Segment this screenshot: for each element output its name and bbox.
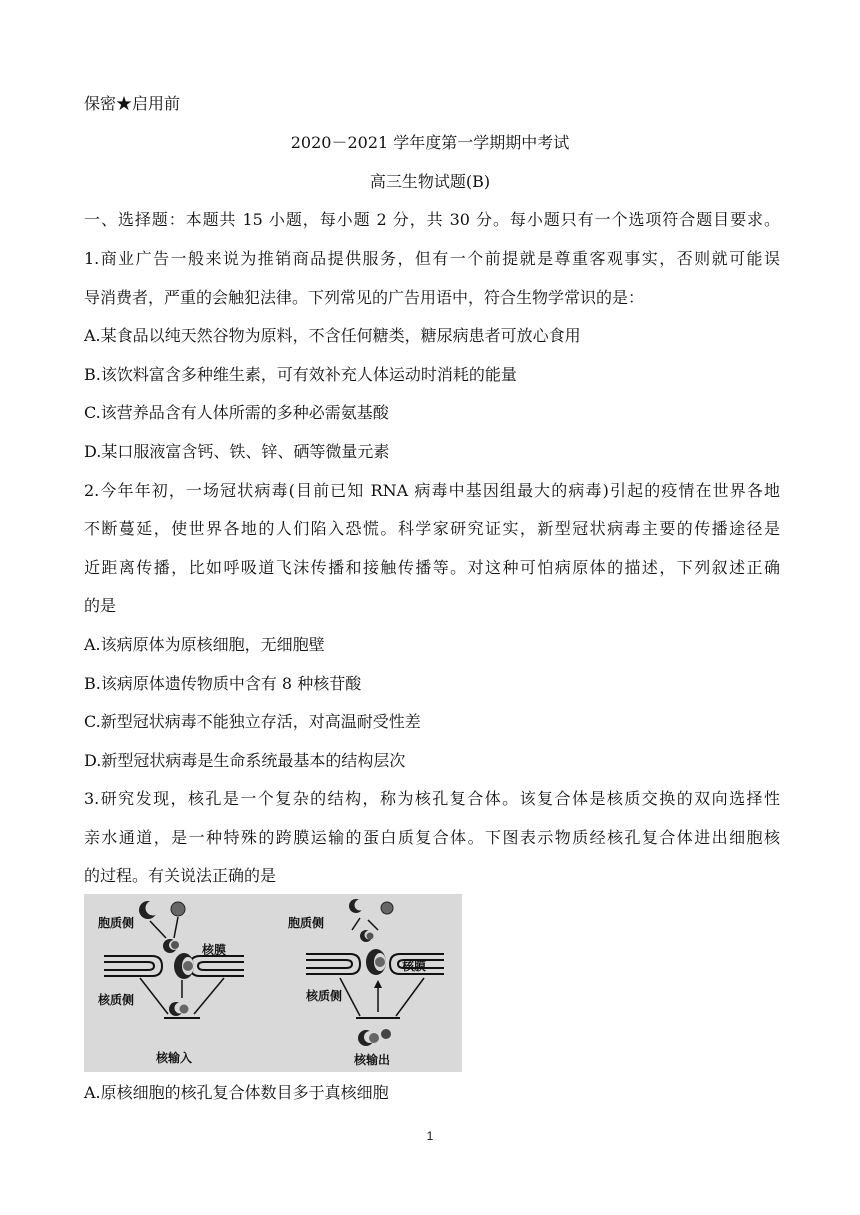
left-nucleoplasm-label: 核质侧 [98, 993, 135, 1007]
nuclear-complex-icon [358, 1029, 391, 1046]
q2-option-d: D.新型冠状病毒是生命系统最基本的结构层次 [84, 751, 406, 770]
q2-option-c: C.新型冠状病毒不能独立存活，对高温耐受性差 [84, 712, 421, 731]
export-panel [288, 899, 444, 1067]
q1-option-d: D.某口服液富含钙、铁、锌、硒等微量元素 [84, 442, 390, 461]
right-nucleoplasm-label: 核质侧 [306, 989, 343, 1003]
q2-stem-line3: 近距离传播，比如呼吸道飞沫传播和接触传播等。对这种可怕病原体的描述，下列叙述正确 [84, 558, 780, 577]
exam-title: 2020－2021 学年度第一学期期中考试 [290, 133, 570, 152]
section-heading: 一、选择题：本题共 15 小题，每小题 2 分，共 30 分。每小题只有一个选项符合题目要求。 [84, 210, 780, 229]
pore-complex-icon [174, 953, 194, 979]
exam-subtitle: 高三生物试题(B) [369, 172, 491, 191]
exported-receptor-icon [349, 899, 366, 913]
q1-stem-line2: 导消费者，严重的会触犯法律。下列常见的广告用语中，符合生物学常识的是： [84, 288, 645, 307]
import-panel [97, 901, 244, 1066]
q3-stem-line3: 的过程。有关说法正确的是 [84, 866, 277, 885]
nuclear-pore-figure [84, 894, 462, 1072]
q1-stem-line1: 1.商业广告一般来说为推销商品提供服务，但有一个前提就是尊重客观事实，否则就可能误 [84, 249, 780, 268]
cargo-receptor-complex-icon [163, 939, 179, 953]
cargo-protein-icon [171, 902, 185, 916]
q1-option-b: B.该饮料富含多种维生素，可有效补充人体运动时消耗的能量 [84, 365, 517, 384]
q3-stem-line1: 3.研究发现，核孔是一个复杂的结构，称为核孔复合体。该复合体是核质交换的双向选择性 [84, 789, 780, 808]
q3-stem-line2: 亲水通道，是一种特殊的跨膜运输的蛋白质复合体。下图表示物质经核孔复合体进出细胞核 [84, 828, 780, 847]
left-membrane-label: 核膜 [202, 943, 227, 957]
crescent-receptor-icon [139, 901, 161, 920]
confidential-mark: 保密★启用前 [84, 94, 181, 113]
exported-cargo-icon [381, 902, 393, 914]
export-pore-complex-icon [366, 949, 386, 975]
released-cargo-icon [169, 1002, 189, 1016]
q1-option-c: C.该营养品含有人体所需的多种必需氨基酸 [84, 403, 389, 422]
q2-stem-line1: 2.今年年初，一场冠状病毒(目前已知 RNA 病毒中基因组最大的病毒)引起的疫情在世界各地 [84, 481, 780, 500]
q1-option-a: A.某食品以纯天然谷物为原料，不含任何糖类，糖尿病患者可放心食用 [84, 326, 581, 345]
right-cytoplasm-label: 胞质侧 [288, 916, 325, 930]
q3-option-a: A.原核细胞的核孔复合体数目多于真核细胞 [84, 1083, 389, 1102]
export-caption: 核输出 [354, 1053, 391, 1067]
q2-option-a: A.该病原体为原核细胞，无细胞壁 [84, 635, 325, 654]
q2-option-b: B.该病原体遗传物质中含有 8 种核苷酸 [84, 674, 362, 693]
import-caption: 核输入 [156, 1051, 193, 1065]
left-cytoplasm-label: 胞质侧 [98, 916, 135, 930]
page-number: 1 [426, 1129, 434, 1143]
top-complex-icon [360, 930, 374, 942]
q2-stem-line4: 的是 [84, 596, 117, 615]
right-membrane-label: 核膜 [402, 959, 427, 973]
q2-stem-line2: 不断蔓延，使世界各地的人们陷入恐慌。科学家研究证实，新型冠状病毒主要的传播途径是 [84, 519, 780, 538]
nuclear-pore-diagram [84, 894, 462, 1072]
